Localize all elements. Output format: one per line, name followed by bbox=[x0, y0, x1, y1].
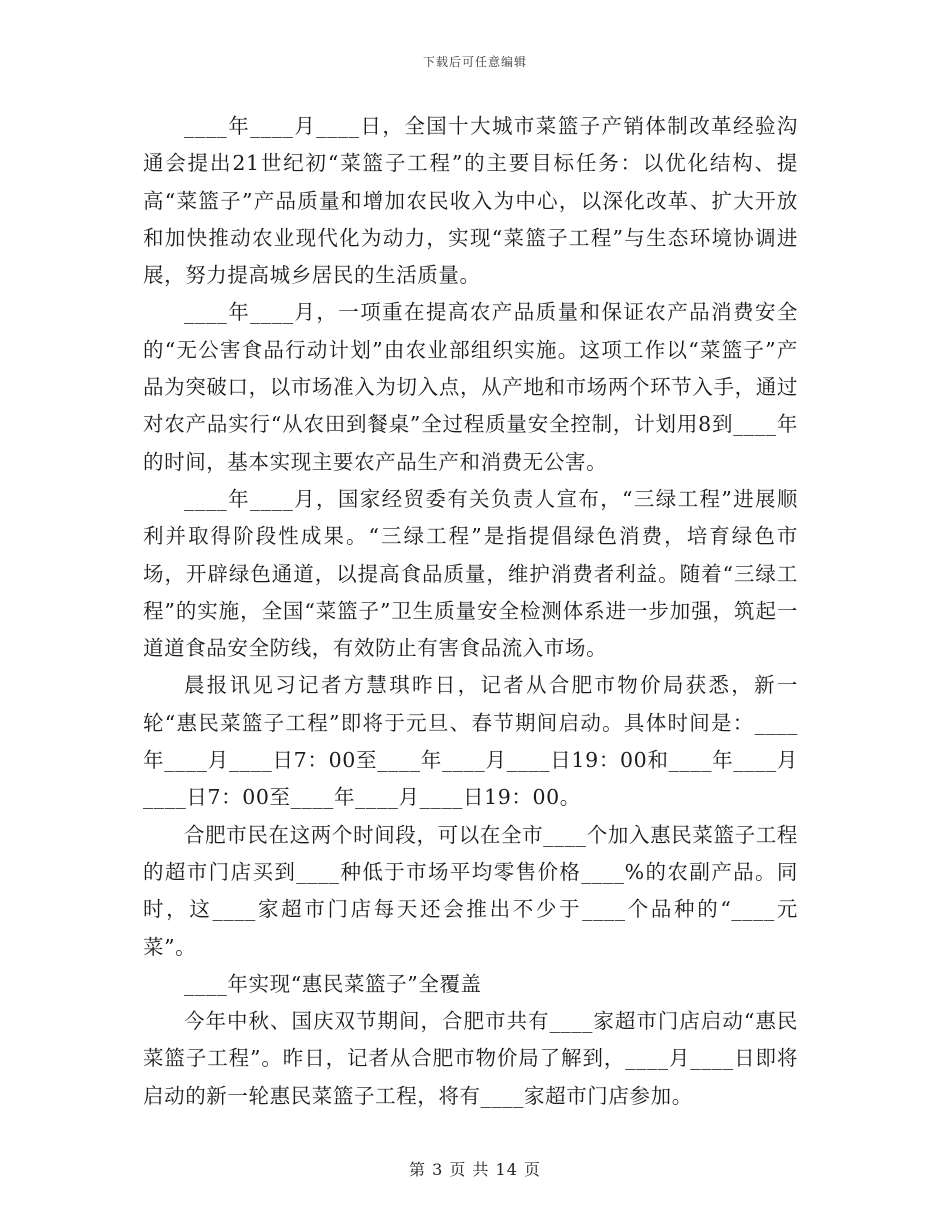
paragraph-5: 合肥市民在这两个时间段，可以在全市____个加入惠民菜篮子工程的超市门店买到____种低于市场平均零售价格____%的农副产品。同时，这____家超市门店每天还会推出不少于____个品种的“____元菜”。 bbox=[143, 822, 798, 959]
paragraph-3: ____年____月，国家经贸委有关负责人宣布，“三绿工程”进展顺利并取得阶段性成果。“三绿工程”是指提倡绿色消费，培育绿色市场，开辟绿色通道，以提高食品质量，维护消费者利益。随着“三绿工程”的实施，全国“菜篮子”卫生质量安全检测体系进一步加强，筑起一道道食品安全防线，有效防止有害食品流入市场。 bbox=[143, 486, 798, 661]
page-number: 第 3 页 共 14 页 bbox=[409, 1160, 541, 1179]
section-subheading: ____年实现“惠民菜篮子”全覆盖 bbox=[184, 971, 482, 996]
paragraph-4: 晨报讯见习记者方慧琪昨日，记者从合肥市物价局获悉，新一轮“惠民菜篮子工程”即将于元旦、春节期间启动。具体时间是：____年____月____日7：00至____年____月____日19：00和____年____月____日7：00至____年____月____日19：00。 bbox=[143, 673, 798, 810]
page-header: 下载后可任意编辑 bbox=[422, 55, 527, 69]
paragraph-2: ____年____月，一项重在提高农产品质量和保证农产品消费安全的“无公害食品行动计划”由农业部组织实施。这项工作以“菜篮子”产品为突破口，以市场准入为切入点，从产地和市场两个环节入手，通过对农产品实行“从农田到餐桌”全过程质量安全控制，计划用8到____年的时间，基本实现主要农产品生产和消费无公害。 bbox=[143, 300, 798, 474]
paragraph-7: 今年中秋、国庆双节期间，合肥市共有____家超市门店启动“惠民菜篮子工程”。昨日，记者从合肥市物价局了解到，____月____日即将启动的新一轮惠民菜篮子工程，将有____家超市门店参加。 bbox=[143, 1009, 798, 1108]
paragraph-1: ____年____月____日，全国十大城市菜篮子产销体制改革经验沟通会提出21世纪初“菜篮子工程”的主要目标任务：以优化结构、提高“菜篮子”产品质量和增加农民收入为中心，以深化改革、扩大开放和加快推动农业现代化为动力，实现“菜篮子工程”与生态环境协调进展，努力提高城乡居民的生活质量。 bbox=[143, 114, 798, 288]
document-body bbox=[143, 108, 798, 1115]
